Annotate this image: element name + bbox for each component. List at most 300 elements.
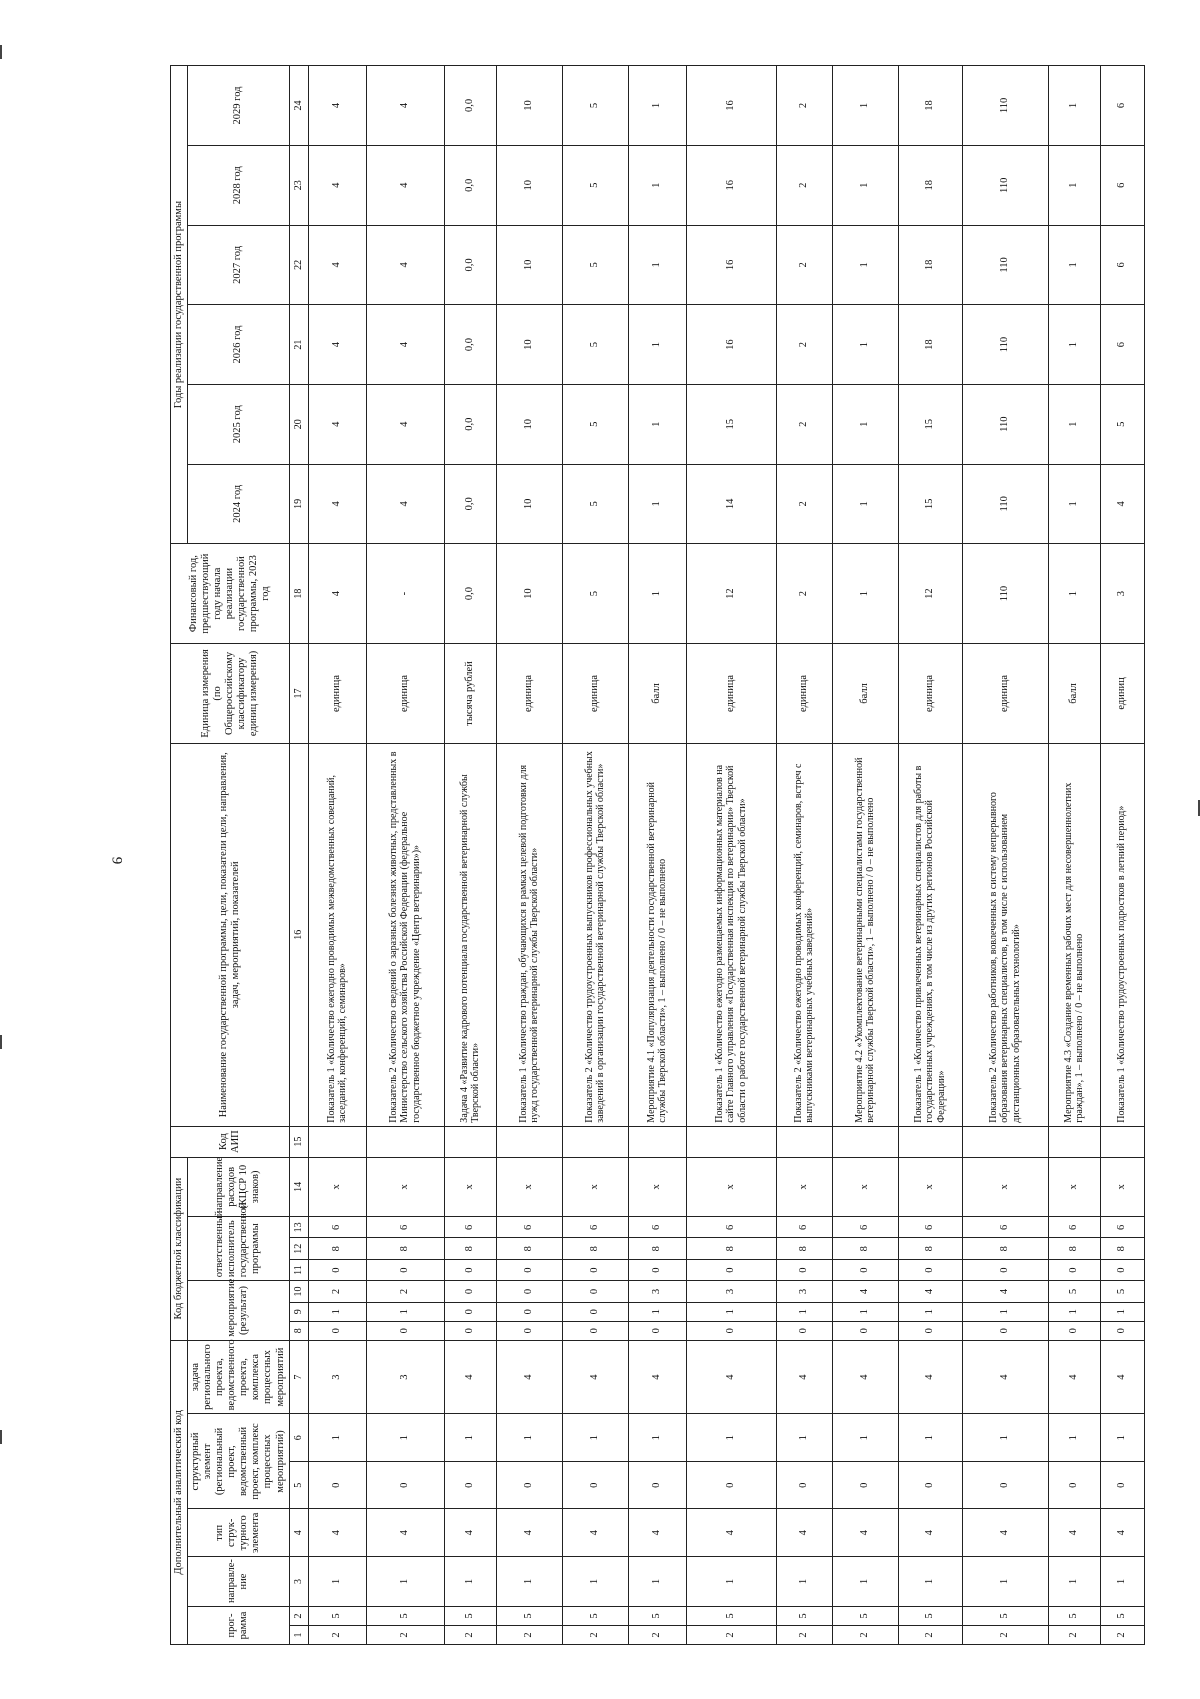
- column-number: 9: [289, 1302, 308, 1321]
- year-value-cell: 1: [628, 66, 686, 146]
- column-number: 10: [289, 1281, 308, 1302]
- code-cell: 0: [686, 1321, 776, 1340]
- year-value-cell: 110: [962, 384, 1048, 464]
- code-cell: [1048, 1126, 1100, 1157]
- code-cell: 4: [308, 1509, 366, 1557]
- year-value-cell: 1: [1048, 384, 1100, 464]
- year-value-cell: 16: [686, 305, 776, 385]
- code-cell: 2: [1048, 1625, 1100, 1644]
- code-cell: 4: [686, 1340, 776, 1414]
- year-value-cell: 4: [366, 305, 444, 385]
- code-cell: 8: [444, 1238, 496, 1259]
- code-cell: 0: [628, 1259, 686, 1280]
- code-cell: х: [962, 1157, 1048, 1217]
- year-value-cell: 4: [366, 66, 444, 146]
- code-cell: 0: [444, 1281, 496, 1302]
- year-value-cell: 10: [496, 384, 562, 464]
- year-value-cell: 0,0: [444, 305, 496, 385]
- header-base-year: Финансовый год, предшествующий году начала реализации государственной программы, 2023 год: [171, 544, 290, 644]
- column-number: 8: [289, 1321, 308, 1340]
- year-value-cell: 4: [366, 384, 444, 464]
- code-cell: 5: [628, 1606, 686, 1625]
- unit-cell: единица: [776, 644, 832, 744]
- code-cell: 2: [776, 1625, 832, 1644]
- year-value-cell: 6: [1100, 145, 1144, 225]
- code-cell: 1: [1100, 1302, 1144, 1321]
- code-cell: [308, 1126, 366, 1157]
- code-cell: х: [308, 1157, 366, 1217]
- code-cell: 5: [366, 1606, 444, 1625]
- code-cell: 0: [962, 1321, 1048, 1340]
- code-cell: 5: [444, 1606, 496, 1625]
- year-value-cell: 1: [832, 305, 898, 385]
- year-value-cell: 1: [832, 145, 898, 225]
- code-cell: 1: [832, 1302, 898, 1321]
- code-cell: 4: [832, 1281, 898, 1302]
- code-cell: 0: [962, 1259, 1048, 1280]
- code-cell: х: [898, 1157, 962, 1217]
- header-year: 2025 год: [188, 384, 290, 464]
- code-cell: 5: [686, 1606, 776, 1625]
- code-cell: 5: [308, 1606, 366, 1625]
- code-cell: 5: [832, 1606, 898, 1625]
- column-number: 2: [289, 1606, 308, 1625]
- code-cell: [562, 1126, 628, 1157]
- header-years-group: Годы реализации государственной программы: [171, 66, 188, 544]
- year-value-cell: 0,0: [444, 145, 496, 225]
- code-cell: 2: [832, 1625, 898, 1644]
- base-year-value-cell: 10: [496, 544, 562, 644]
- base-year-value-cell: 110: [962, 544, 1048, 644]
- header-struct-type: тип струк-турного элемента: [188, 1509, 290, 1557]
- code-cell: 0: [444, 1302, 496, 1321]
- column-number: 24: [289, 66, 308, 146]
- column-number: 16: [289, 743, 308, 1126]
- code-cell: 0: [962, 1461, 1048, 1509]
- year-value-cell: 1: [1048, 464, 1100, 544]
- code-cell: 4: [1048, 1509, 1100, 1557]
- base-year-value-cell: 3: [1100, 544, 1144, 644]
- column-number: 13: [289, 1217, 308, 1238]
- column-number: 7: [289, 1340, 308, 1414]
- header-year: 2026 год: [188, 305, 290, 385]
- rotated-table-container: [170, 65, 1128, 1645]
- year-value-cell: 110: [962, 66, 1048, 146]
- code-cell: х: [628, 1157, 686, 1217]
- base-year-value-cell: 0,0: [444, 544, 496, 644]
- code-cell: 1: [308, 1302, 366, 1321]
- code-cell: 0: [776, 1259, 832, 1280]
- code-cell: 8: [1100, 1238, 1144, 1259]
- code-cell: 8: [686, 1238, 776, 1259]
- code-cell: 2: [308, 1281, 366, 1302]
- year-value-cell: 18: [898, 305, 962, 385]
- year-value-cell: 0,0: [444, 66, 496, 146]
- code-cell: 0: [496, 1321, 562, 1340]
- header-expense: направление расходов (КЦСР 10 знаков): [188, 1157, 290, 1217]
- code-cell: 8: [366, 1238, 444, 1259]
- code-cell: 1: [898, 1414, 962, 1462]
- code-cell: 0: [628, 1321, 686, 1340]
- code-cell: 0: [1048, 1321, 1100, 1340]
- year-value-cell: 1: [628, 305, 686, 385]
- year-value-cell: 1: [628, 384, 686, 464]
- code-cell: 8: [308, 1238, 366, 1259]
- code-cell: 1: [776, 1302, 832, 1321]
- code-cell: 4: [686, 1509, 776, 1557]
- code-cell: 4: [496, 1340, 562, 1414]
- code-cell: 0: [1100, 1321, 1144, 1340]
- code-cell: х: [1100, 1157, 1144, 1217]
- code-cell: 5: [1048, 1281, 1100, 1302]
- code-cell: 8: [496, 1238, 562, 1259]
- scan-edge-mark-left: [0, 1430, 2, 1444]
- code-cell: 6: [366, 1217, 444, 1238]
- code-cell: 0: [1100, 1259, 1144, 1280]
- code-cell: х: [562, 1157, 628, 1217]
- code-cell: 2: [962, 1625, 1048, 1644]
- code-cell: 4: [1048, 1340, 1100, 1414]
- code-cell: 2: [686, 1625, 776, 1644]
- base-year-value-cell: -: [366, 544, 444, 644]
- code-cell: 0: [898, 1461, 962, 1509]
- code-cell: 1: [686, 1302, 776, 1321]
- year-value-cell: 4: [308, 66, 366, 146]
- code-cell: 1: [1048, 1414, 1100, 1462]
- code-cell: 0: [898, 1321, 962, 1340]
- code-cell: 4: [628, 1509, 686, 1557]
- header-name: Наименование государственной программы, цели, показатели цели, направления, задач, мероприятий, показателей: [171, 743, 290, 1126]
- code-cell: 1: [1048, 1557, 1100, 1607]
- year-value-cell: 5: [562, 305, 628, 385]
- code-cell: 4: [898, 1281, 962, 1302]
- header-year: 2029 год: [188, 66, 290, 146]
- column-number: 15: [289, 1126, 308, 1157]
- indicator-name-cell: Мероприятие 4.2 «Укомплектование ветеринарными специалистами государственной ветеринарной службы Тверской области», 1 – выполнено / 0 – не выполнено: [832, 743, 898, 1126]
- code-cell: 4: [444, 1340, 496, 1414]
- code-cell: 1: [776, 1557, 832, 1607]
- year-value-cell: 16: [686, 225, 776, 305]
- code-cell: 1: [898, 1302, 962, 1321]
- code-cell: 0: [562, 1281, 628, 1302]
- code-cell: 3: [628, 1281, 686, 1302]
- code-cell: 0: [898, 1259, 962, 1280]
- code-cell: 1: [686, 1414, 776, 1462]
- year-value-cell: 1: [832, 66, 898, 146]
- code-cell: 6: [962, 1217, 1048, 1238]
- code-cell: 8: [832, 1238, 898, 1259]
- code-cell: х: [686, 1157, 776, 1217]
- code-cell: 0: [444, 1321, 496, 1340]
- unit-cell: единица: [366, 644, 444, 744]
- code-cell: 0: [444, 1461, 496, 1509]
- code-cell: 1: [962, 1414, 1048, 1462]
- code-cell: 5: [898, 1606, 962, 1625]
- code-cell: 1: [898, 1557, 962, 1607]
- year-value-cell: 5: [562, 225, 628, 305]
- code-cell: 8: [962, 1238, 1048, 1259]
- header-year: 2028 год: [188, 145, 290, 225]
- year-value-cell: 4: [366, 225, 444, 305]
- code-cell: 0: [1100, 1461, 1144, 1509]
- code-cell: [776, 1126, 832, 1157]
- code-cell: [366, 1126, 444, 1157]
- header-task: задача регионального проекта, ведомственного проекта, комплекса процессных мероприятий: [188, 1340, 290, 1414]
- scan-edge-mark-left: [0, 1035, 2, 1049]
- unit-cell: единица: [686, 644, 776, 744]
- header-aip-code: Код АИП: [171, 1126, 290, 1157]
- column-number: 4: [289, 1509, 308, 1557]
- code-cell: 6: [1048, 1217, 1100, 1238]
- code-cell: 5: [776, 1606, 832, 1625]
- code-cell: х: [366, 1157, 444, 1217]
- column-number: 17: [289, 644, 308, 744]
- year-value-cell: 2: [776, 145, 832, 225]
- code-cell: 0: [562, 1302, 628, 1321]
- code-cell: 1: [1100, 1414, 1144, 1462]
- column-number: 19: [289, 464, 308, 544]
- header-event: мероприятие (результат): [188, 1281, 290, 1340]
- indicator-name-cell: Показатель 1 «Количество ежегодно размещаемых информационных материалов на сайте Главного управления «Государственная инспекция по ветеринарии» Тверской области о работе государственной ветеринарной службы Тверской области»: [686, 743, 776, 1126]
- code-cell: 6: [308, 1217, 366, 1238]
- code-cell: 1: [444, 1414, 496, 1462]
- code-cell: 6: [1100, 1217, 1144, 1238]
- code-cell: 0: [832, 1461, 898, 1509]
- header-direction: направле-ние: [188, 1557, 290, 1607]
- code-cell: 0: [444, 1259, 496, 1280]
- code-cell: 0: [686, 1461, 776, 1509]
- code-cell: 0: [832, 1321, 898, 1340]
- year-value-cell: 1: [832, 225, 898, 305]
- code-cell: 5: [962, 1606, 1048, 1625]
- year-value-cell: 4: [308, 384, 366, 464]
- year-value-cell: 1: [628, 464, 686, 544]
- unit-cell: единица: [962, 644, 1048, 744]
- code-cell: [444, 1126, 496, 1157]
- base-year-value-cell: 1: [628, 544, 686, 644]
- code-cell: 6: [832, 1217, 898, 1238]
- code-cell: [686, 1126, 776, 1157]
- table-row: [898, 66, 962, 1645]
- year-value-cell: 0,0: [444, 384, 496, 464]
- header-unit: Единица измерения (по Общероссийскому классификатору единиц измерения): [171, 644, 290, 744]
- code-cell: 1: [496, 1557, 562, 1607]
- code-cell: 3: [686, 1281, 776, 1302]
- column-number: 12: [289, 1238, 308, 1259]
- scan-edge-mark-left: [0, 45, 2, 59]
- code-cell: 0: [366, 1259, 444, 1280]
- table-row: [1100, 66, 1144, 1645]
- code-cell: 5: [1048, 1606, 1100, 1625]
- year-value-cell: 1: [1048, 225, 1100, 305]
- year-value-cell: 15: [898, 464, 962, 544]
- year-value-cell: 2: [776, 384, 832, 464]
- code-cell: 5: [562, 1606, 628, 1625]
- year-value-cell: 4: [366, 145, 444, 225]
- year-value-cell: 18: [898, 145, 962, 225]
- code-cell: 4: [1100, 1509, 1144, 1557]
- column-number: 3: [289, 1557, 308, 1607]
- code-cell: 6: [562, 1217, 628, 1238]
- code-cell: 6: [686, 1217, 776, 1238]
- code-cell: 3: [366, 1340, 444, 1414]
- year-value-cell: 1: [1048, 305, 1100, 385]
- code-cell: 0: [628, 1461, 686, 1509]
- code-cell: х: [776, 1157, 832, 1217]
- column-number: 18: [289, 544, 308, 644]
- code-cell: 0: [776, 1321, 832, 1340]
- code-cell: 4: [366, 1509, 444, 1557]
- table-row: [366, 66, 444, 1645]
- unit-cell: балл: [628, 644, 686, 744]
- header-program: прог-рамма: [188, 1606, 290, 1644]
- unit-cell: единица: [562, 644, 628, 744]
- table-row: [628, 66, 686, 1645]
- code-cell: 8: [562, 1238, 628, 1259]
- code-cell: 1: [832, 1557, 898, 1607]
- column-number: 14: [289, 1157, 308, 1217]
- column-number-row: [289, 66, 308, 1645]
- code-cell: 8: [1048, 1238, 1100, 1259]
- year-value-cell: 18: [898, 66, 962, 146]
- code-cell: [898, 1126, 962, 1157]
- code-cell: 4: [562, 1509, 628, 1557]
- header-year: 2024 год: [188, 464, 290, 544]
- year-value-cell: 2: [776, 464, 832, 544]
- base-year-value-cell: 5: [562, 544, 628, 644]
- year-value-cell: 2: [776, 225, 832, 305]
- code-cell: 1: [366, 1557, 444, 1607]
- year-value-cell: 4: [308, 225, 366, 305]
- code-cell: 1: [366, 1414, 444, 1462]
- code-cell: 4: [898, 1340, 962, 1414]
- code-cell: х: [444, 1157, 496, 1217]
- code-cell: 1: [628, 1302, 686, 1321]
- code-cell: 0: [1048, 1461, 1100, 1509]
- program-indicators-table: [170, 65, 1145, 1645]
- code-cell: 1: [686, 1557, 776, 1607]
- indicator-name-cell: Показатель 2 «Количество ежегодно проводимых конференций, семинаров, встреч с выпускниками ветеринарных учебных заведений»: [776, 743, 832, 1126]
- year-value-cell: 4: [308, 145, 366, 225]
- year-value-cell: 15: [686, 384, 776, 464]
- column-number: 20: [289, 384, 308, 464]
- year-value-cell: 10: [496, 225, 562, 305]
- year-value-cell: 2: [776, 305, 832, 385]
- year-value-cell: 110: [962, 464, 1048, 544]
- code-cell: 1: [562, 1414, 628, 1462]
- header-dop-code: Дополнительный аналитический код: [171, 1340, 188, 1644]
- year-value-cell: 5: [562, 145, 628, 225]
- header-struct-element: структурный элемент (региональный проект, ведомственный проект, комплекс процессных мероприятий): [188, 1414, 290, 1509]
- header-year: 2027 год: [188, 225, 290, 305]
- code-cell: 1: [832, 1414, 898, 1462]
- unit-cell: балл: [1048, 644, 1100, 744]
- year-value-cell: 16: [686, 66, 776, 146]
- code-cell: х: [1048, 1157, 1100, 1217]
- header-executor: ответственный исполнитель государственной программы: [188, 1217, 290, 1281]
- indicator-name-cell: Показатель 1 «Количество трудоустроенных подростков в летний период»: [1100, 743, 1144, 1126]
- code-cell: [962, 1126, 1048, 1157]
- base-year-value-cell: 12: [686, 544, 776, 644]
- column-number: 5: [289, 1461, 308, 1509]
- code-cell: 4: [962, 1509, 1048, 1557]
- code-cell: 5: [496, 1606, 562, 1625]
- year-value-cell: 4: [366, 464, 444, 544]
- code-cell: 1: [1048, 1302, 1100, 1321]
- code-cell: 4: [628, 1340, 686, 1414]
- code-cell: 0: [562, 1321, 628, 1340]
- code-cell: 3: [308, 1340, 366, 1414]
- header-budget-code: Код бюджетной классификации: [171, 1157, 188, 1340]
- code-cell: 6: [776, 1217, 832, 1238]
- code-cell: 0: [562, 1461, 628, 1509]
- code-cell: 1: [962, 1557, 1048, 1607]
- code-cell: 0: [308, 1321, 366, 1340]
- code-cell: 8: [628, 1238, 686, 1259]
- year-value-cell: 4: [308, 305, 366, 385]
- code-cell: [628, 1126, 686, 1157]
- code-cell: 1: [776, 1414, 832, 1462]
- indicator-name-cell: Мероприятие 4.3 «Создание временных рабочих мест для несовершеннолетних граждан», 1 – выполнено / 0 – не выполнено: [1048, 743, 1100, 1126]
- code-cell: 0: [686, 1259, 776, 1280]
- code-cell: 0: [1048, 1259, 1100, 1280]
- base-year-value-cell: 1: [832, 544, 898, 644]
- code-cell: 4: [1100, 1340, 1144, 1414]
- indicator-name-cell: Показатель 1 «Количество ежегодно проводимых межведомственных совещаний, заседаний, конференций, семинаров»: [308, 743, 366, 1126]
- indicator-name-cell: Показатель 2 «Количество сведений о заразных болезнях животных, представленных в Министерство сельского хозяйства Российской Федерации (федеральное государственное бюджетное учреждение «Центр ветеринарии»)»: [366, 743, 444, 1126]
- year-value-cell: 2: [776, 66, 832, 146]
- year-value-cell: 110: [962, 305, 1048, 385]
- table-row: [686, 66, 776, 1645]
- year-value-cell: 1: [628, 145, 686, 225]
- column-number: 21: [289, 305, 308, 385]
- code-cell: 0: [776, 1461, 832, 1509]
- code-cell: 1: [562, 1557, 628, 1607]
- column-number: 11: [289, 1259, 308, 1280]
- year-value-cell: 1: [1048, 66, 1100, 146]
- code-cell: 4: [832, 1340, 898, 1414]
- year-value-cell: 6: [1100, 225, 1144, 305]
- unit-cell: единица: [496, 644, 562, 744]
- code-cell: 4: [962, 1281, 1048, 1302]
- code-cell: 5: [1100, 1281, 1144, 1302]
- year-value-cell: 5: [562, 384, 628, 464]
- code-cell: 4: [962, 1340, 1048, 1414]
- code-cell: 4: [562, 1340, 628, 1414]
- year-value-cell: 1: [628, 225, 686, 305]
- year-value-cell: 10: [496, 66, 562, 146]
- base-year-value-cell: 4: [308, 544, 366, 644]
- table-row: [1048, 66, 1100, 1645]
- year-value-cell: 15: [898, 384, 962, 464]
- year-value-cell: 0,0: [444, 464, 496, 544]
- code-cell: 0: [562, 1259, 628, 1280]
- year-value-cell: 110: [962, 145, 1048, 225]
- code-cell: 8: [776, 1238, 832, 1259]
- year-value-cell: 1: [832, 464, 898, 544]
- table-row: [832, 66, 898, 1645]
- column-number: 1: [289, 1625, 308, 1644]
- year-value-cell: 14: [686, 464, 776, 544]
- indicator-name-cell: Показатель 2 «Количество работников, вовлеченных в систему непрерывного образования ветеринарных специалистов, в том числе с использованием дистанционных образовательных технологий»: [962, 743, 1048, 1126]
- year-value-cell: 110: [962, 225, 1048, 305]
- year-value-cell: 16: [686, 145, 776, 225]
- code-cell: 2: [444, 1625, 496, 1644]
- column-number: 6: [289, 1414, 308, 1462]
- code-cell: 2: [366, 1281, 444, 1302]
- indicator-name-cell: Показатель 1 «Количество привлеченных ветеринарных специалистов для работы в государственных учреждениях, в том числе из других регионов Российской Федерации»: [898, 743, 962, 1126]
- code-cell: 2: [496, 1625, 562, 1644]
